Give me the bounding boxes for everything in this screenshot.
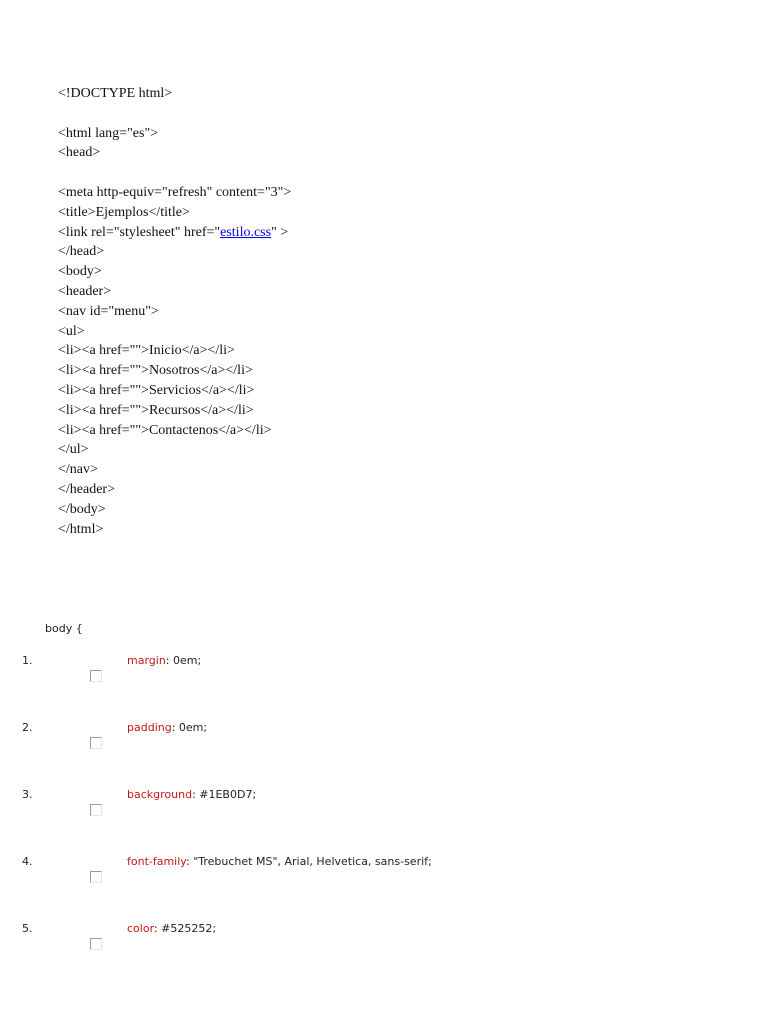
code-line-ul-close: </ul> bbox=[58, 442, 89, 458]
code-line-li: <li><a href="">Nosotros</a></li> bbox=[58, 363, 253, 379]
css-rule-row bbox=[0, 654, 768, 694]
css-property: margin bbox=[127, 654, 166, 667]
css-declaration: margin: 0em; bbox=[127, 654, 202, 667]
css-rule-row bbox=[0, 721, 768, 761]
code-line-header-close: </header> bbox=[58, 481, 115, 497]
css-declaration: font-family: "Trebuchet MS", Arial, Helvetica, sans-serif; bbox=[127, 855, 432, 868]
code-line-link bbox=[58, 223, 291, 243]
code-line-meta: <meta http-equiv="refresh" content="3"> bbox=[58, 184, 292, 200]
code-line-nav-open: <nav id="menu"> bbox=[58, 303, 159, 319]
line-number: 3. bbox=[22, 788, 33, 801]
css-rule-row bbox=[0, 855, 768, 895]
code-line-title: <title>Ejemplos</title> bbox=[58, 204, 190, 220]
line-checkbox[interactable] bbox=[90, 804, 102, 816]
code-line-html-open: <html lang="es"> bbox=[58, 125, 159, 141]
css-property: padding bbox=[127, 721, 172, 734]
css-property: font-family bbox=[127, 855, 187, 868]
line-checkbox[interactable] bbox=[90, 737, 102, 749]
line-number: 4. bbox=[22, 855, 33, 868]
line-number: 1. bbox=[22, 654, 33, 667]
link-prefix: <link rel="stylesheet" href=" bbox=[58, 224, 221, 240]
code-line-body-open: <body> bbox=[58, 264, 102, 280]
css-property: color bbox=[127, 922, 154, 935]
code-line-li: <li><a href="">Servicios</a></li> bbox=[58, 382, 255, 398]
link-suffix: " > bbox=[271, 224, 289, 240]
css-property: background bbox=[127, 788, 193, 801]
code-line-li: <li><a href="">Contactenos</a></li> bbox=[58, 422, 272, 438]
css-value: 0em; bbox=[178, 721, 208, 734]
stylesheet-link[interactable]: estilo.css bbox=[220, 224, 272, 240]
code-line-nav-close: </nav> bbox=[58, 462, 98, 478]
css-value: #525252; bbox=[161, 922, 217, 935]
css-value: #1EB0D7; bbox=[199, 788, 257, 801]
css-value: "Trebuchet MS", Arial, Helvetica, sans-serif; bbox=[193, 855, 432, 868]
line-checkbox[interactable] bbox=[90, 670, 102, 682]
line-number: 2. bbox=[22, 721, 33, 734]
code-line-html-close: </html> bbox=[58, 521, 104, 537]
code-line-li: <li><a href="">Inicio</a></li> bbox=[58, 343, 235, 359]
css-selector-open: body { bbox=[45, 622, 83, 635]
blank-line bbox=[58, 163, 291, 183]
css-rule-row bbox=[0, 788, 768, 828]
css-declaration: background: #1EB0D7; bbox=[127, 788, 257, 801]
css-rule-row bbox=[0, 922, 768, 962]
line-number: 5. bbox=[22, 922, 33, 935]
code-line-doctype: <!DOCTYPE html> bbox=[58, 86, 173, 101]
html-code-block bbox=[58, 84, 291, 539]
line-checkbox[interactable] bbox=[90, 871, 102, 883]
css-declaration: padding: 0em; bbox=[127, 721, 208, 734]
blank-line bbox=[58, 104, 291, 124]
code-line-ul-open: <ul> bbox=[58, 323, 85, 339]
line-checkbox[interactable] bbox=[90, 938, 102, 950]
code-line-head-open: <head> bbox=[58, 145, 101, 161]
code-line-li: <li><a href="">Recursos</a></li> bbox=[58, 402, 254, 418]
code-line-body-close: </body> bbox=[58, 501, 106, 517]
css-declaration: color: #525252; bbox=[127, 922, 217, 935]
code-line-head-close: </head> bbox=[58, 244, 105, 260]
css-value: 0em; bbox=[173, 654, 202, 667]
code-line-header-open: <header> bbox=[58, 283, 112, 299]
